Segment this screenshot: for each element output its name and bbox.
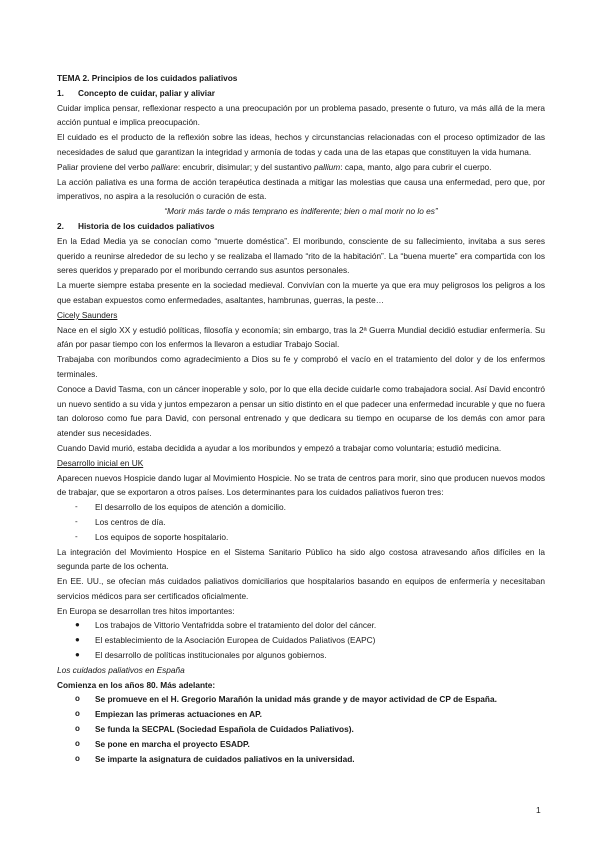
subheading-cicely-saunders: Cicely Saunders bbox=[57, 309, 118, 320]
list-item bbox=[57, 530, 545, 545]
list-item-text: Empiezan las primeras actuaciones en AP. bbox=[95, 709, 262, 720]
list-item bbox=[57, 737, 545, 752]
list-item bbox=[57, 515, 545, 530]
section-number: 2. bbox=[57, 220, 64, 231]
dash-list bbox=[57, 500, 545, 544]
circle-marker: o bbox=[75, 724, 80, 734]
paragraph-etymology bbox=[57, 160, 545, 175]
section-heading-2 bbox=[57, 219, 545, 234]
circle-list bbox=[57, 692, 545, 766]
subheading-spain: Los cuidados paliativos en España bbox=[57, 664, 185, 675]
circle-marker: o bbox=[75, 753, 80, 763]
list-item bbox=[57, 692, 545, 707]
paragraph: La acción paliativa es una forma de acción terapéutica destinada a mitigar las molestias que causa una enfermedad, pero que, por imperativos, no aspira a la resolución o curación de esta. bbox=[57, 176, 545, 202]
list-item-text: Se promueve en el H. Gregorio Marañón la unidad más grande y de mayor actividad de CP de España. bbox=[95, 694, 497, 705]
paragraph: En Europa se desarrollan tres hitos importantes: bbox=[57, 605, 235, 616]
text-run: : capa, manto, algo para cubrir el cuerpo. bbox=[340, 161, 492, 172]
list-item-text: Se imparte la asignatura de cuidados paliativos en la universidad. bbox=[95, 753, 355, 764]
document-title: TEMA 2. Principios de los cuidados paliativos bbox=[57, 73, 238, 83]
paragraph: Conoce a David Tasma, con un cáncer inoperable y solo, por lo que ella decide cuidarle como trabajadora social. Así David encontró un nuevo sentido a su vida y juntos empezaron a pensar un sitio distinto en el que padecer una enfermedad incurable y que no fuera tan doloroso como fue para David, con personal entrenado y que dedicara su tiempo en ocuparse de los demás con amor para atender sus necesidades. bbox=[57, 383, 545, 439]
bullet-marker: ● bbox=[75, 635, 80, 645]
list-item-text: El establecimiento de la Asociación Europea de Cuidados Paliativos (EAPC) bbox=[95, 635, 376, 646]
list-item bbox=[57, 500, 545, 515]
section-number: 1. bbox=[57, 87, 64, 98]
page-number: 1 bbox=[536, 805, 541, 815]
dash-marker: - bbox=[75, 531, 78, 541]
paragraph: Cuando David murió, estaba decidida a ayudar a los moribundos y empezó a trabajar como voluntaria; estudió medicina. bbox=[57, 442, 502, 453]
paragraph: Aparecen nuevos Hospicie dando lugar al Movimiento Hospicie. No se trata de centros para morir, sino que producen nuevos modos de trabajar, que se exportaron a otros países. Los determinantes para los cuidados paliativos fueron tres: bbox=[57, 472, 545, 498]
circle-marker: o bbox=[75, 738, 80, 748]
dash-marker: - bbox=[75, 502, 78, 512]
list-item bbox=[57, 633, 545, 648]
bullet-marker: ● bbox=[75, 650, 80, 660]
paragraph: Cuidar implica pensar, reflexionar respecto a una preocupación por un problema pasado, presente o futuro, va más allá de la mera acción puntual e implica preocupación. bbox=[57, 102, 545, 128]
paragraph: El cuidado es el producto de la reflexión sobre las ideas, hechos y circunstancias relacionadas con el proceso optimizador de las necesidades de salud que garantizan la integridad y armonía de todas y cada una de las etapas que constituyen la vida humana. bbox=[57, 132, 545, 157]
list-item-text: Se funda la SECPAL (Sociedad Española de Cuidados Paliativos). bbox=[95, 724, 354, 735]
paragraph: Comienza en los años 80. Más adelante: bbox=[57, 679, 216, 690]
quote: “Morir más tarde o más temprano es indiferente; bien o mal morir no lo es” bbox=[164, 206, 438, 217]
paragraph: La integración del Movimiento Hospice en el Sistema Sanitario Público ha sido algo costosa atravesando años difíciles en la segunda parte de los ochenta. bbox=[57, 546, 545, 572]
latin-term: pallium bbox=[313, 161, 341, 172]
circle-marker: o bbox=[75, 709, 80, 719]
list-item bbox=[57, 707, 545, 722]
list-item-text: Los trabajos de Vittorio Ventafridda sobre el tratamiento del dolor del cáncer. bbox=[95, 620, 377, 631]
latin-term: palliare bbox=[151, 161, 178, 172]
text-run: : encubrir, disimular; y del sustantivo bbox=[177, 161, 314, 172]
list-item bbox=[57, 722, 545, 737]
paragraph: Nace en el siglo XX y estudió políticas, filosofía y economía; sin embargo, tras la 2ª Guerra Mundial decidió estudiar enfermería. Su afán por pasar tiempo con los enfermos la llevaron a estudiar Trabajo Social. bbox=[57, 324, 545, 350]
paragraph: En la Edad Media ya se conocían como “muerte doméstica”. El moribundo, consciente de su fallecimiento, invitaba a sus seres querido a reunirse alrededor de su lecho y se realizaba el llamado “rito de la habitación”. La “buena muerte” era compartida con los seres queridos y preparado por el moribundo cerrando sus asuntos personales. bbox=[57, 235, 545, 276]
circle-marker: o bbox=[75, 694, 80, 704]
paragraph: Trabajaba con moribundos como agradecimiento a Dios su fe y comprobó el vacío en el tratamiento del dolor y de los enfermos terminales. bbox=[57, 354, 545, 379]
subheading-uk: Desarrollo inicial en UK bbox=[57, 457, 144, 468]
paragraph: La muerte siempre estaba presente en la sociedad medieval. Convivían con la muerte ya que era muy peligrosos los peligros a los que estaban expuestos como enfermedades, asaltantes, hambrunas, guerras, la peste… bbox=[57, 280, 545, 305]
section-heading-1 bbox=[57, 86, 545, 101]
bullet-list bbox=[57, 618, 545, 662]
paragraph: En EE. UU., se ofecían más cuidados paliativos domiciliarios que hospitalarios basando en equipos de enfermería y necesitaban servicios médicos para ser certificados oficialmente. bbox=[57, 576, 545, 601]
list-item bbox=[57, 752, 545, 767]
list-item-text: El desarrollo de políticas institucionales por algunos gobiernos. bbox=[95, 650, 327, 661]
section-title: Concepto de cuidar, paliar y aliviar bbox=[78, 87, 215, 98]
list-item-text: Los equipos de soporte hospitalario. bbox=[95, 531, 229, 542]
bullet-marker: ● bbox=[75, 620, 80, 630]
dash-marker: - bbox=[75, 516, 78, 526]
document-body bbox=[57, 71, 545, 766]
section-title: Historia de los cuidados paliativos bbox=[78, 220, 215, 231]
list-item-text: El desarrollo de los equipos de atención a domicilio. bbox=[95, 502, 286, 513]
list-item bbox=[57, 648, 545, 663]
list-item bbox=[57, 618, 545, 633]
list-item-text: Se pone en marcha el proyecto ESADP. bbox=[95, 738, 250, 749]
list-item-text: Los centros de día. bbox=[95, 516, 166, 527]
text-run: Paliar proviene del verbo bbox=[57, 161, 152, 172]
